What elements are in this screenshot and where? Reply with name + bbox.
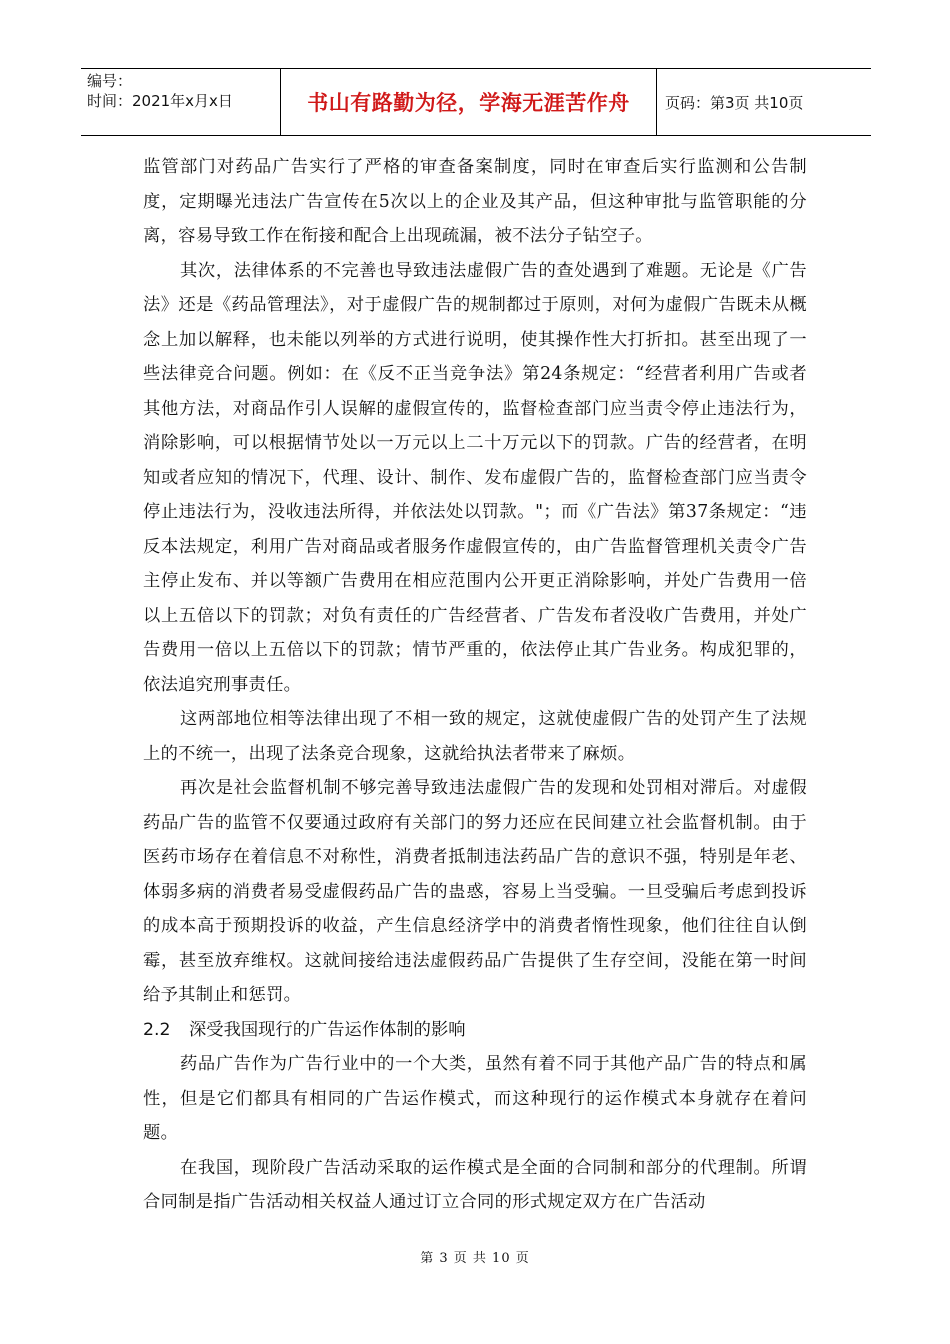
paragraph-6: 在我国，现阶段广告活动采取的运作模式是全面的合同制和部分的代理制。所谓合同制是指广告活动相关权益人通过订立合同的形式规定双方在广告活动 <box>143 1157 807 1212</box>
header-number-label: 编号： <box>87 72 133 90</box>
paragraph-2: 其次，法律体系的不完善也导致违法虚假广告的查处遇到了难题。无论是《广告法》还是《药品管理法》，对于虚假广告的规制都过于原则，对何为虚假广告既未从概念上加以解释，也未能以列举的方式进行说明，使其操作性大打折扣。甚至出现了一些法律竞合问题。例如：在《反不正当竞争法》第24条规定：“经营者利用广告或者其他方法，对商品作引人误解的虚假宣传的，监督检查部门应当责令停止违法行为，消除影响，可以根据情节处以一万元以上二十万元以下的罚款。广告的经营者，在明知或者应知的情况下，代理、设计、制作、发布虚假广告的，监督检查部门应当责令停止违法行为，没收违法所得，并依法处以罚款。"；而《广告法》第37条规定：“违反本法规定，利用广告对商品或者服务作虚假宣传的，由广告监督管理机关责令广告主停止发布、并以等额广告费用在相应范围内公开更正消除影响，并处广告费用一倍以上五倍以下的罚款；对负有责任的广告经营者、广告发布者没收广告费用，并处广告费用一倍以上五倍以下的罚款；情节严重的，依法停止其广告业务。构成犯罪的，依法追究刑事责任。 <box>143 260 807 695</box>
header-date-label: 时间：2021年x月x日 <box>87 92 233 110</box>
paragraph-5: 药品广告作为广告行业中的一个大类，虽然有着不同于其他产品广告的特点和属性，但是它们都具有相同的广告运作模式，而这种现行的运作模式本身就存在着问题。 <box>143 1054 807 1143</box>
paragraph-3: 这两部地位相等法律出现了不相一致的规定，这就使虚假广告的处罚产生了法规上的不统一，出现了法条竞合现象，这就给执法者带来了麻烦。 <box>143 709 807 764</box>
document-header <box>81 68 871 136</box>
header-motto: 书山有路勤为径，学海无涯苦作舟 <box>281 69 657 135</box>
page-footer: 第 3 页 共 10 页 <box>420 1251 530 1266</box>
document-body <box>143 150 807 1220</box>
section-number: 2.2 <box>143 1019 171 1040</box>
paragraph-1: 监管部门对药品广告实行了严格的审查备案制度，同时在审查后实行监测和公告制度，定期曝光违法广告宣传在5次以上的企业及其产品，但这种审批与监管职能的分离，容易导致工作在衔接和配合上出现疏漏，被不法分子钻空子。 <box>143 157 807 246</box>
header-meta <box>81 69 281 135</box>
header-page-info: 页码：第3页 共10页 <box>665 93 804 112</box>
section-heading <box>143 1013 807 1048</box>
paragraph-4: 再次是社会监督机制不够完善导致违法虚假广告的发现和处罚相对滞后。对虚假药品广告的监管不仅要通过政府有关部门的努力还应在民间建立社会监督机制。由于医药市场存在着信息不对称性，消费者抵制违法药品广告的意识不强，特别是年老、体弱多病的消费者易受虚假药品广告的蛊惑，容易上当受骗。一旦受骗后考虑到投诉的成本高于预期投诉的收益，产生信息经济学中的消费者惰性现象，他们往往自认倒霉，甚至放弃维权。这就间接给违法虚假药品广告提供了生存空间，没能在第一时间给予其制止和惩罚。 <box>143 778 807 1005</box>
section-title: 深受我国现行的广告运作体制的影响 <box>189 1019 466 1040</box>
